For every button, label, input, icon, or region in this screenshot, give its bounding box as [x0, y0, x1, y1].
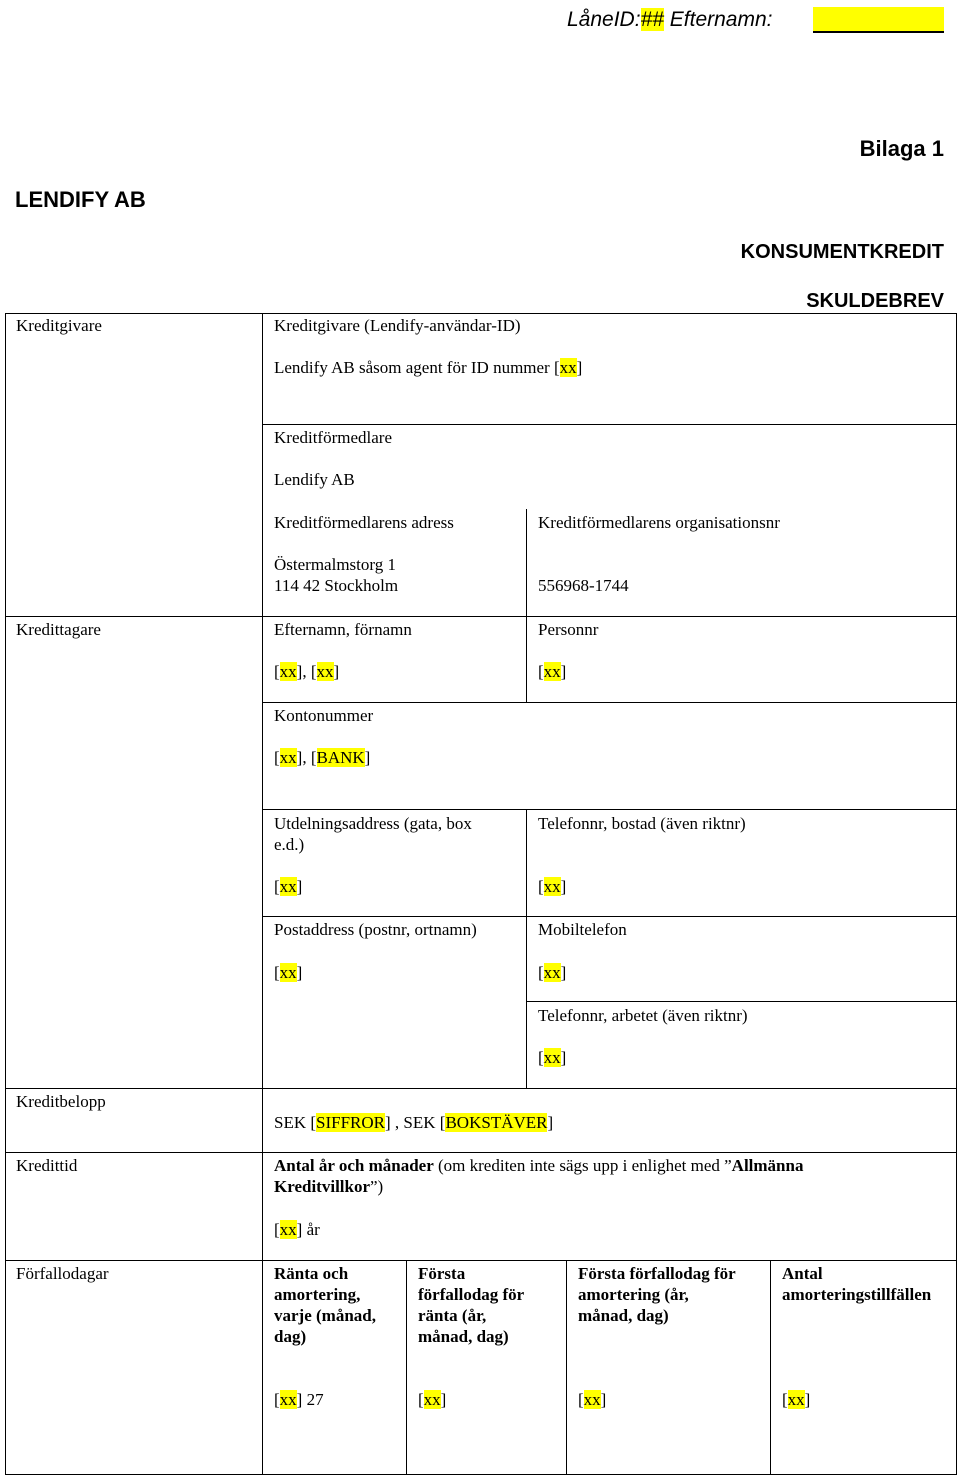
borrower-name-label: Efternamn, förnamn	[274, 620, 412, 639]
company-name: LENDIFY AB	[15, 187, 146, 212]
mobile-label: Mobiltelefon	[538, 920, 627, 939]
postal-address-label: Postaddress (postnr, ortnamn)	[274, 920, 477, 939]
creditor-id-label: Kreditgivare (Lendify-användar-ID)	[274, 316, 521, 335]
term-label: Antal år och månader (om krediten inte sägs upp i enlighet med ”Allmänna Kreditvillkor”)	[274, 1156, 804, 1196]
due-col2-value[interactable]: [xx]	[418, 1390, 447, 1409]
due-col1-value[interactable]: [xx] 27	[274, 1390, 324, 1409]
phone-home-label: Telefonnr, bostad (även riktnr)	[538, 814, 746, 833]
phone-home-field[interactable]: xx	[543, 877, 561, 896]
firstname-field[interactable]: xx	[316, 662, 334, 681]
borrower-personnr-label: Personnr	[538, 620, 599, 639]
due-col3-label: Första förfallodag för amortering (år, månad, dag)	[578, 1264, 736, 1325]
delivery-address-label: Utdelningsaddress (gata, box e.d.)	[274, 814, 472, 854]
term-years-field[interactable]: xx	[279, 1220, 297, 1239]
intermediary-label: Kreditförmedlare	[274, 428, 392, 447]
phone-work-label: Telefonnr, arbetet (även riktnr)	[538, 1006, 748, 1025]
appendix-label: Bilaga 1	[859, 136, 944, 161]
borrower-personnr-value[interactable]: [xx]	[538, 662, 567, 681]
phone-work-value[interactable]: [xx]	[538, 1048, 567, 1067]
loan-id-value[interactable]: ##	[640, 8, 664, 31]
loan-id-label: LåneID:	[567, 8, 641, 31]
creditor-id-value[interactable]: Lendify AB såsom agent för ID nummer [xx]	[274, 358, 583, 377]
amount-section-label: Kreditbelopp	[16, 1092, 106, 1111]
term-value[interactable]: [xx] år	[274, 1220, 320, 1239]
due-col3-value[interactable]: [xx]	[578, 1390, 607, 1409]
mobile-field[interactable]: xx	[543, 963, 561, 982]
account-label: Kontonummer	[274, 706, 374, 725]
creditor-id-field[interactable]: xx	[559, 358, 577, 377]
borrower-section-label: Kredittagare	[16, 620, 101, 639]
first-amortization-date-field[interactable]: xx	[583, 1390, 601, 1409]
due-interval-field[interactable]: xx	[279, 1390, 297, 1409]
intermediary-orgnr-value: 556968-1744	[538, 576, 629, 595]
surname-field[interactable]: xx	[279, 662, 297, 681]
first-interest-date-field[interactable]: xx	[423, 1390, 441, 1409]
account-value[interactable]: [xx], [BANK]	[274, 748, 371, 767]
due-col4-value[interactable]: [xx]	[782, 1390, 811, 1409]
amount-letters-field[interactable]: BOKSTÄVER	[445, 1113, 548, 1132]
amount-value[interactable]: SEK [SIFFROR] , SEK [BOKSTÄVER]	[274, 1113, 554, 1132]
due-section-label: Förfallodagar	[16, 1264, 109, 1283]
term-section-label: Kredittid	[16, 1156, 78, 1175]
surname-field[interactable]	[813, 7, 944, 33]
personnr-field[interactable]: xx	[543, 662, 561, 681]
intermediary-orgnr-label: Kreditförmedlarens organisationsnr	[538, 513, 780, 532]
account-field[interactable]: xx	[279, 748, 297, 767]
phone-work-field[interactable]: xx	[543, 1048, 561, 1067]
loan-header	[567, 6, 772, 34]
document-subtitle: SKULDEBREV	[806, 290, 944, 312]
amortization-count-field[interactable]: xx	[787, 1390, 805, 1409]
amount-digits-field[interactable]: SIFFROR	[316, 1113, 386, 1132]
intermediary-address-line2: 114 42 Stockholm	[274, 576, 399, 595]
intermediary-address-label: Kreditförmedlarens adress	[274, 513, 454, 532]
delivery-address-value[interactable]: [xx]	[274, 877, 303, 896]
due-col1-label: Ränta och amortering, varje (månad, dag)	[274, 1264, 376, 1346]
due-col4-label: Antal amorteringstillfällen	[782, 1264, 932, 1304]
creditor-section-label: Kreditgivare	[16, 316, 102, 335]
phone-home-value[interactable]: [xx]	[538, 877, 567, 896]
intermediary-address-line1: Östermalmstorg 1	[274, 555, 396, 574]
mobile-value[interactable]: [xx]	[538, 963, 567, 982]
delivery-address-field[interactable]: xx	[279, 877, 297, 896]
postal-address-field[interactable]: xx	[279, 963, 297, 982]
bank-field[interactable]: BANK	[316, 748, 365, 767]
due-col2-label: Första förfallodag för ränta (år, månad, dag)	[418, 1264, 525, 1346]
postal-address-value[interactable]: [xx]	[274, 963, 303, 982]
document-title: KONSUMENTKREDIT	[740, 241, 944, 263]
borrower-name-value[interactable]: [xx], [xx]	[274, 662, 340, 681]
intermediary-value: Lendify AB	[274, 470, 355, 489]
surname-label: Efternamn:	[669, 8, 773, 31]
